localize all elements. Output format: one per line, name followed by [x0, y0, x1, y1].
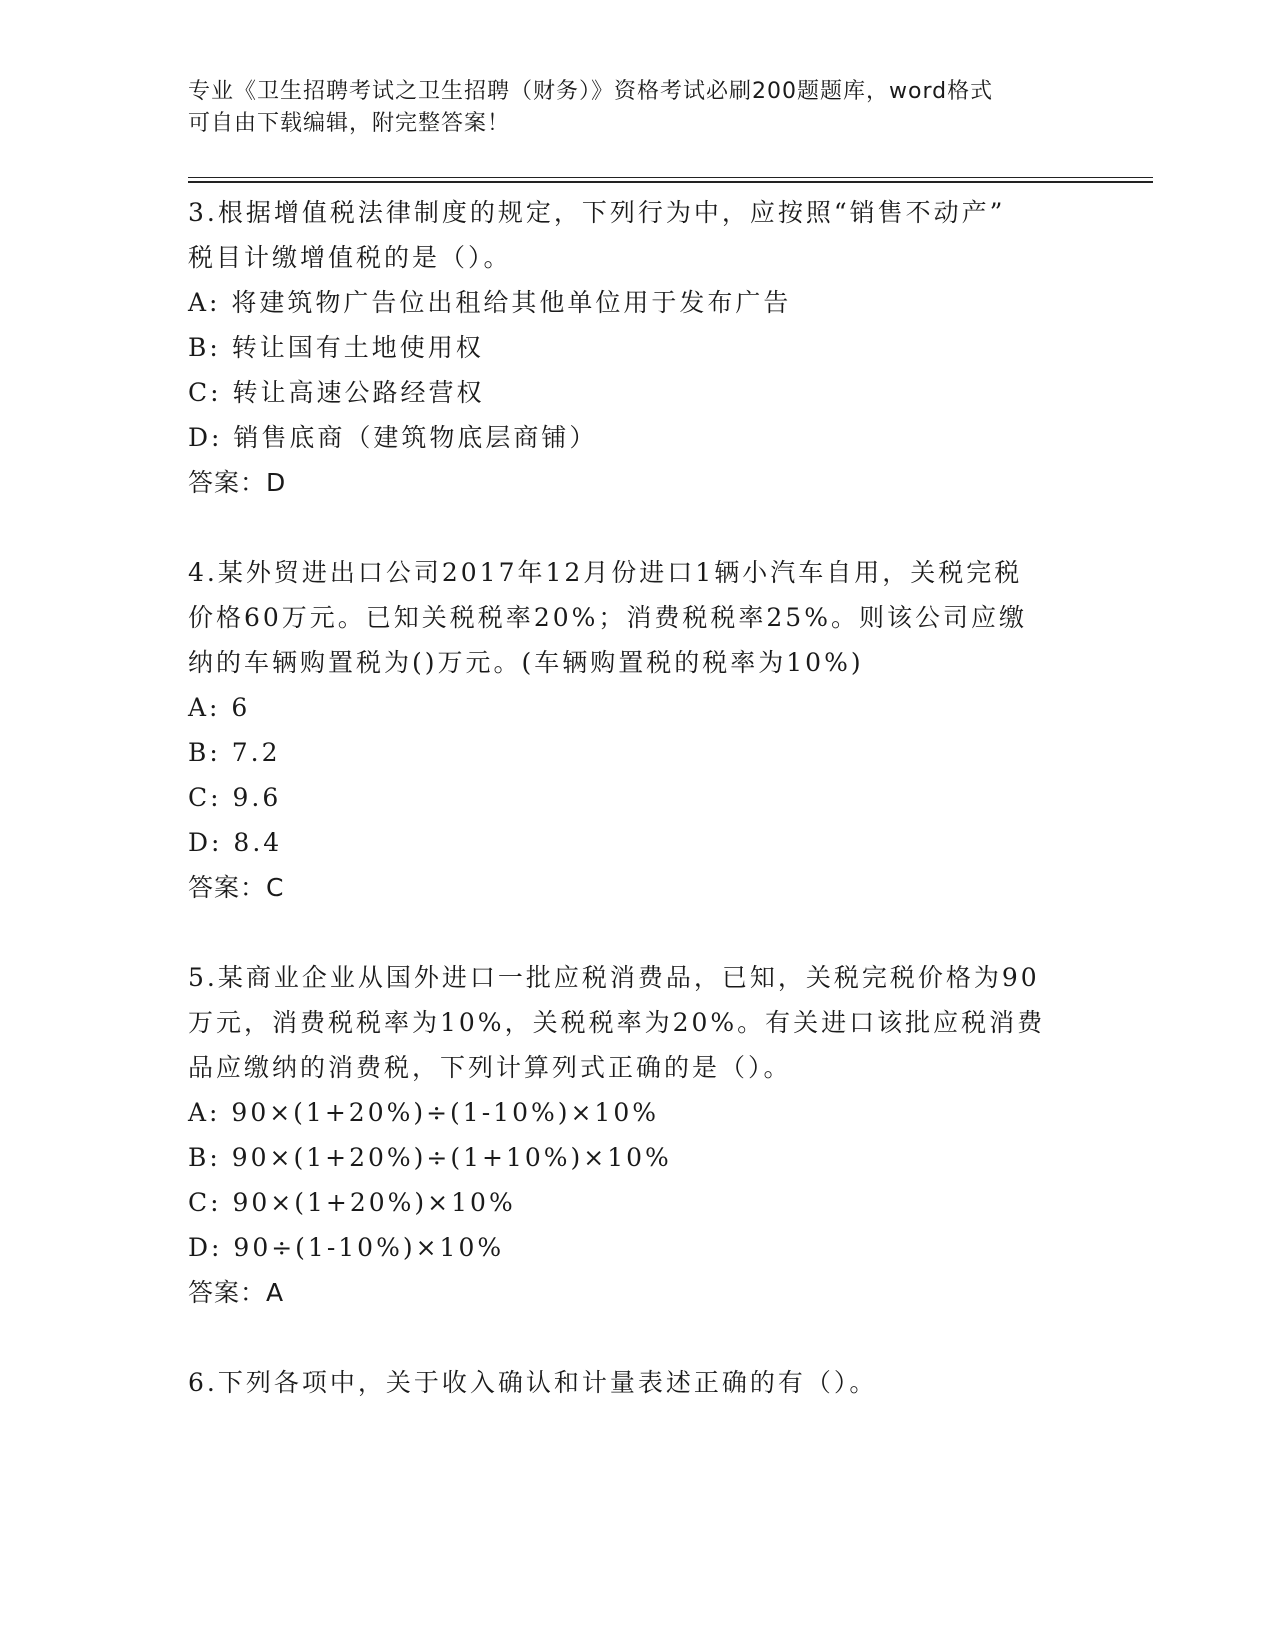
header-divider-thick — [188, 181, 1153, 183]
option-a: A: 将建筑物广告位出租给其他单位用于发布广告 — [188, 288, 792, 317]
question-stem-line: 万元，消费税税率为10%，关税税率为20%。有关进口该批应税消费 — [188, 1008, 1046, 1037]
option-c: C: 90×(1+20%)×10% — [188, 1188, 516, 1217]
question-4 — [188, 550, 1088, 910]
header-divider-thin — [188, 177, 1153, 178]
option-b: B: 转让国有土地使用权 — [188, 333, 484, 362]
question-stem-line: 6.下列各项中，关于收入确认和计量表述正确的有（）。 — [188, 1368, 878, 1397]
question-3 — [188, 190, 1088, 505]
question-stem-line: 价格60万元。已知关税税率20%；消费税税率25%。则该公司应缴 — [188, 603, 1027, 632]
question-stem — [188, 955, 1068, 1090]
question-stem-line: 纳的车辆购置税为()万元。(车辆购置税的税率为10%) — [188, 648, 864, 677]
option-b: B: 90×(1+20%)÷(1+10%)×10% — [188, 1143, 672, 1172]
option-a: A: 6 — [188, 693, 251, 722]
question-stem-line: 税目计缴增值税的是（）。 — [188, 243, 512, 272]
spacer — [188, 505, 1088, 550]
question-stem — [188, 1360, 1068, 1405]
question-5 — [188, 955, 1088, 1315]
question-stem-line: 品应缴纳的消费税，下列计算列式正确的是（）。 — [188, 1053, 792, 1082]
option-b: B: 7.2 — [188, 738, 281, 767]
question-list — [188, 190, 1088, 1405]
question-stem — [188, 550, 1068, 685]
option-c: C: 转让高速公路经营权 — [188, 378, 485, 407]
spacer — [188, 1315, 1088, 1360]
question-stem — [188, 190, 1068, 280]
question-stem-line: 3.根据增值税法律制度的规定，下列行为中，应按照“销售不动产” — [188, 198, 1006, 227]
answer-label: 答案：A — [188, 1278, 285, 1307]
header-title-line-2: 可自由下载编辑，附完整答案！ — [188, 111, 511, 136]
answer-label: 答案：D — [188, 468, 287, 497]
option-a: A: 90×(1+20%)÷(1-10%)×10% — [188, 1098, 659, 1127]
answer-label: 答案：C — [188, 873, 285, 902]
header-title-line-1: 专业《卫生招聘考试之卫生招聘（财务）》资格考试必刷200题题库，word格式 — [188, 79, 994, 104]
question-6 — [188, 1360, 1088, 1405]
option-d: D: 90÷(1-10%)×10% — [188, 1233, 505, 1262]
option-d: D: 销售底商（建筑物底层商铺） — [188, 423, 598, 452]
option-c: C: 9.6 — [188, 783, 282, 812]
spacer — [188, 910, 1088, 955]
document-header — [188, 76, 1068, 140]
question-stem-line: 4.某外贸进出口公司2017年12月份进口1辆小汽车自用，关税完税 — [188, 558, 1023, 587]
option-d: D: 8.4 — [188, 828, 283, 857]
question-stem-line: 5.某商业企业从国外进口一批应税消费品，已知，关税完税价格为90 — [188, 963, 1040, 992]
